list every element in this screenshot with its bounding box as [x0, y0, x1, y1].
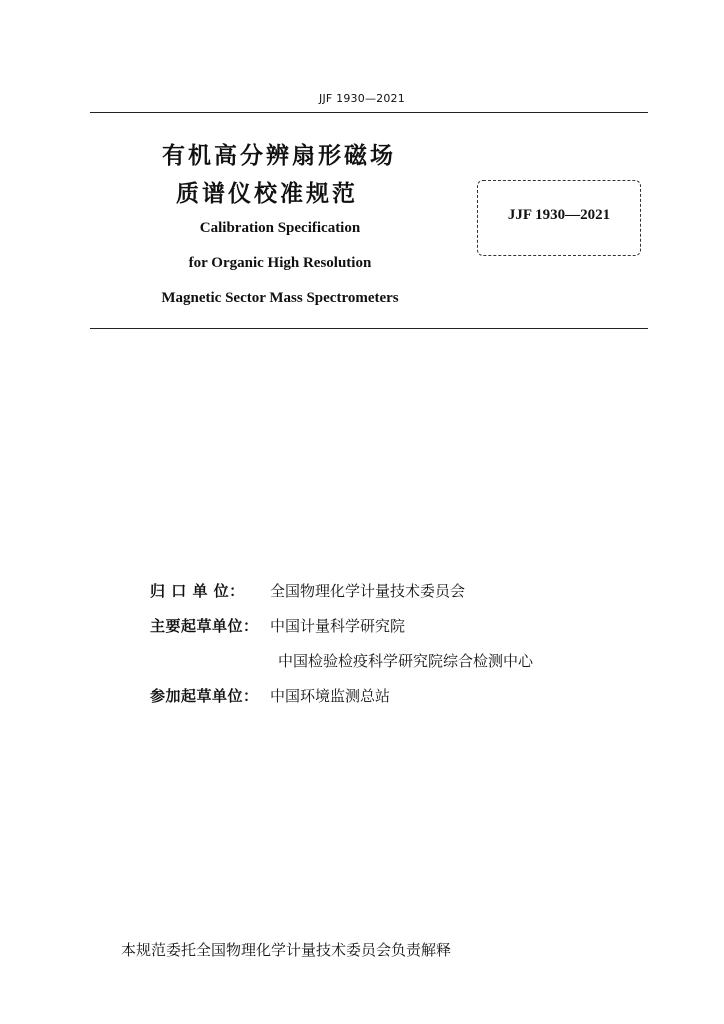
unit-label-gui-kou: 归 口 单 位： — [150, 582, 245, 600]
code-box — [477, 180, 641, 256]
unit-value-main-2: 中国检验检疫科学研究院综合检测中心 — [278, 652, 534, 670]
unit-value-gui-kou: 全国物理化学计量技术委员会 — [270, 582, 466, 600]
header-rule — [90, 112, 648, 113]
title-rule — [90, 328, 648, 329]
unit-label-main: 主要起草单位： — [150, 617, 259, 635]
title-en-line1: Calibration Specification — [199, 220, 361, 236]
title-cn-line1: 有机高分辨扇形磁场 — [162, 143, 396, 169]
footer-note: 本规范委托全国物理化学计量技术委员会负责解释 — [121, 941, 452, 959]
unit-label-participate: 参加起草单位： — [150, 687, 259, 705]
unit-value-participate: 中国环境监测总站 — [270, 687, 391, 705]
unit-row-gui-kou — [150, 580, 465, 601]
unit-row-participate — [150, 685, 390, 706]
unit-value-main-1: 中国计量科学研究院 — [270, 617, 406, 635]
code-box-text: JJF 1930—2021 — [507, 206, 611, 223]
title-en-line3: Magnetic Sector Mass Spectrometers — [161, 290, 399, 306]
header-code: JJF 1930—2021 — [319, 92, 405, 105]
title-en-line2: for Organic High Resolution — [188, 255, 372, 271]
unit-row-main — [150, 615, 405, 636]
title-cn-line2: 质谱仪校准规范 — [176, 181, 358, 207]
unit-row-main-2 — [278, 650, 533, 671]
